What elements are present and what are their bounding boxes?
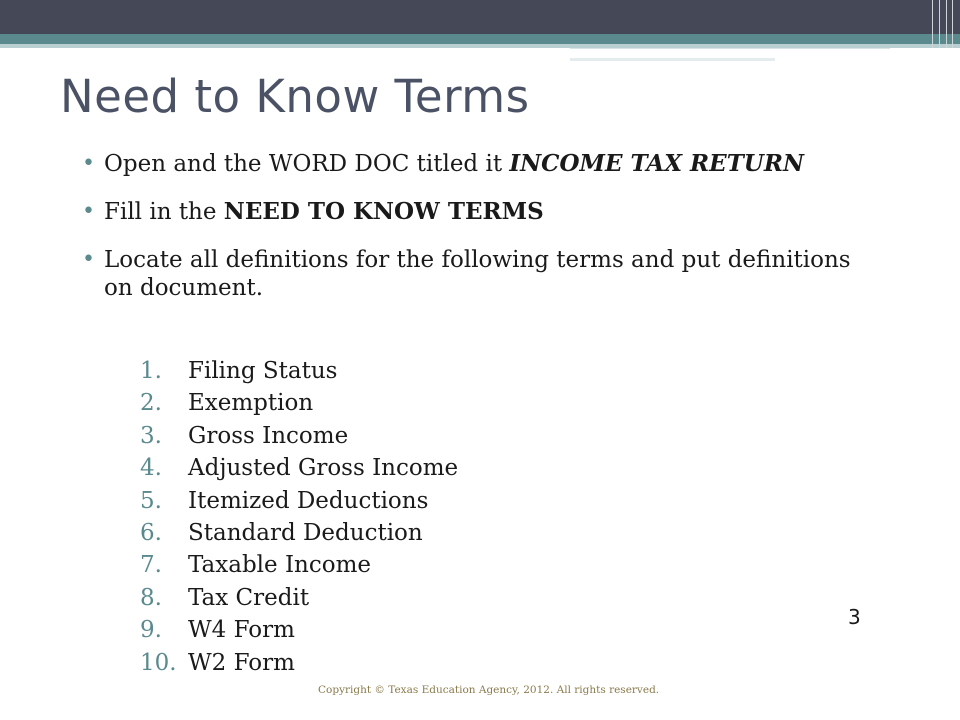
term-label: Taxable Income: [188, 552, 372, 579]
term-number: 2.: [140, 390, 162, 417]
header-decor-strip: [570, 48, 890, 53]
header-decor-lines: [928, 0, 960, 48]
bullet-list: [82, 150, 862, 322]
term-label: W4 Form: [188, 617, 295, 644]
copyright-footer: Copyright © Texas Education Agency, 2012. All rights reserved.: [318, 684, 660, 696]
term-label: W2 Form: [188, 649, 295, 676]
term-number: 3.: [140, 422, 162, 449]
bullet-text: Fill in the: [104, 199, 224, 225]
term-number: 8.: [140, 584, 162, 611]
bullet-item: [82, 150, 862, 178]
bullet-text: Open and the WORD DOC titled it: [104, 151, 510, 177]
term-number: 10.: [140, 649, 177, 676]
term-item: [140, 582, 458, 614]
term-item: [140, 420, 458, 452]
term-label: Tax Credit: [188, 584, 310, 611]
bullet-emphasis: NEED TO KNOW TERMS: [223, 198, 544, 225]
term-label: Standard Deduction: [188, 520, 423, 547]
term-number: 9.: [140, 617, 162, 644]
terms-list: [140, 355, 458, 679]
term-label: Gross Income: [188, 422, 349, 449]
bullet-text: Locate all definitions for the following terms and put definitions on document.: [104, 247, 851, 301]
page-number: 3: [848, 605, 861, 629]
bullet-dot-icon: •: [82, 199, 95, 224]
term-label: Filing Status: [188, 358, 338, 384]
term-item: [140, 517, 458, 549]
slide-title: Need to Know Terms: [60, 70, 530, 123]
term-item: [140, 614, 458, 646]
bullet-dot-icon: •: [82, 247, 95, 272]
bullet-dot-icon: •: [82, 151, 95, 176]
term-number: 7.: [140, 552, 162, 579]
term-label: Itemized Deductions: [188, 487, 429, 514]
term-number: 4.: [140, 455, 162, 482]
term-label: Adjusted Gross Income: [188, 455, 459, 482]
term-item: [140, 355, 458, 387]
header-teal-band: [0, 34, 960, 44]
bullet-item: [82, 246, 862, 302]
term-item: [140, 452, 458, 484]
term-number: 6.: [140, 520, 162, 547]
header-dark-band: [0, 0, 960, 34]
term-label: Exemption: [188, 390, 314, 417]
term-item: [140, 387, 458, 419]
term-item: [140, 647, 458, 679]
term-number: 1.: [140, 358, 162, 384]
header-decor-strip: [570, 58, 775, 61]
bullet-emphasis: INCOME TAX RETURN: [509, 150, 805, 177]
term-number: 5.: [140, 487, 162, 514]
term-item: [140, 549, 458, 581]
bullet-item: [82, 198, 862, 226]
term-item: [140, 485, 458, 517]
